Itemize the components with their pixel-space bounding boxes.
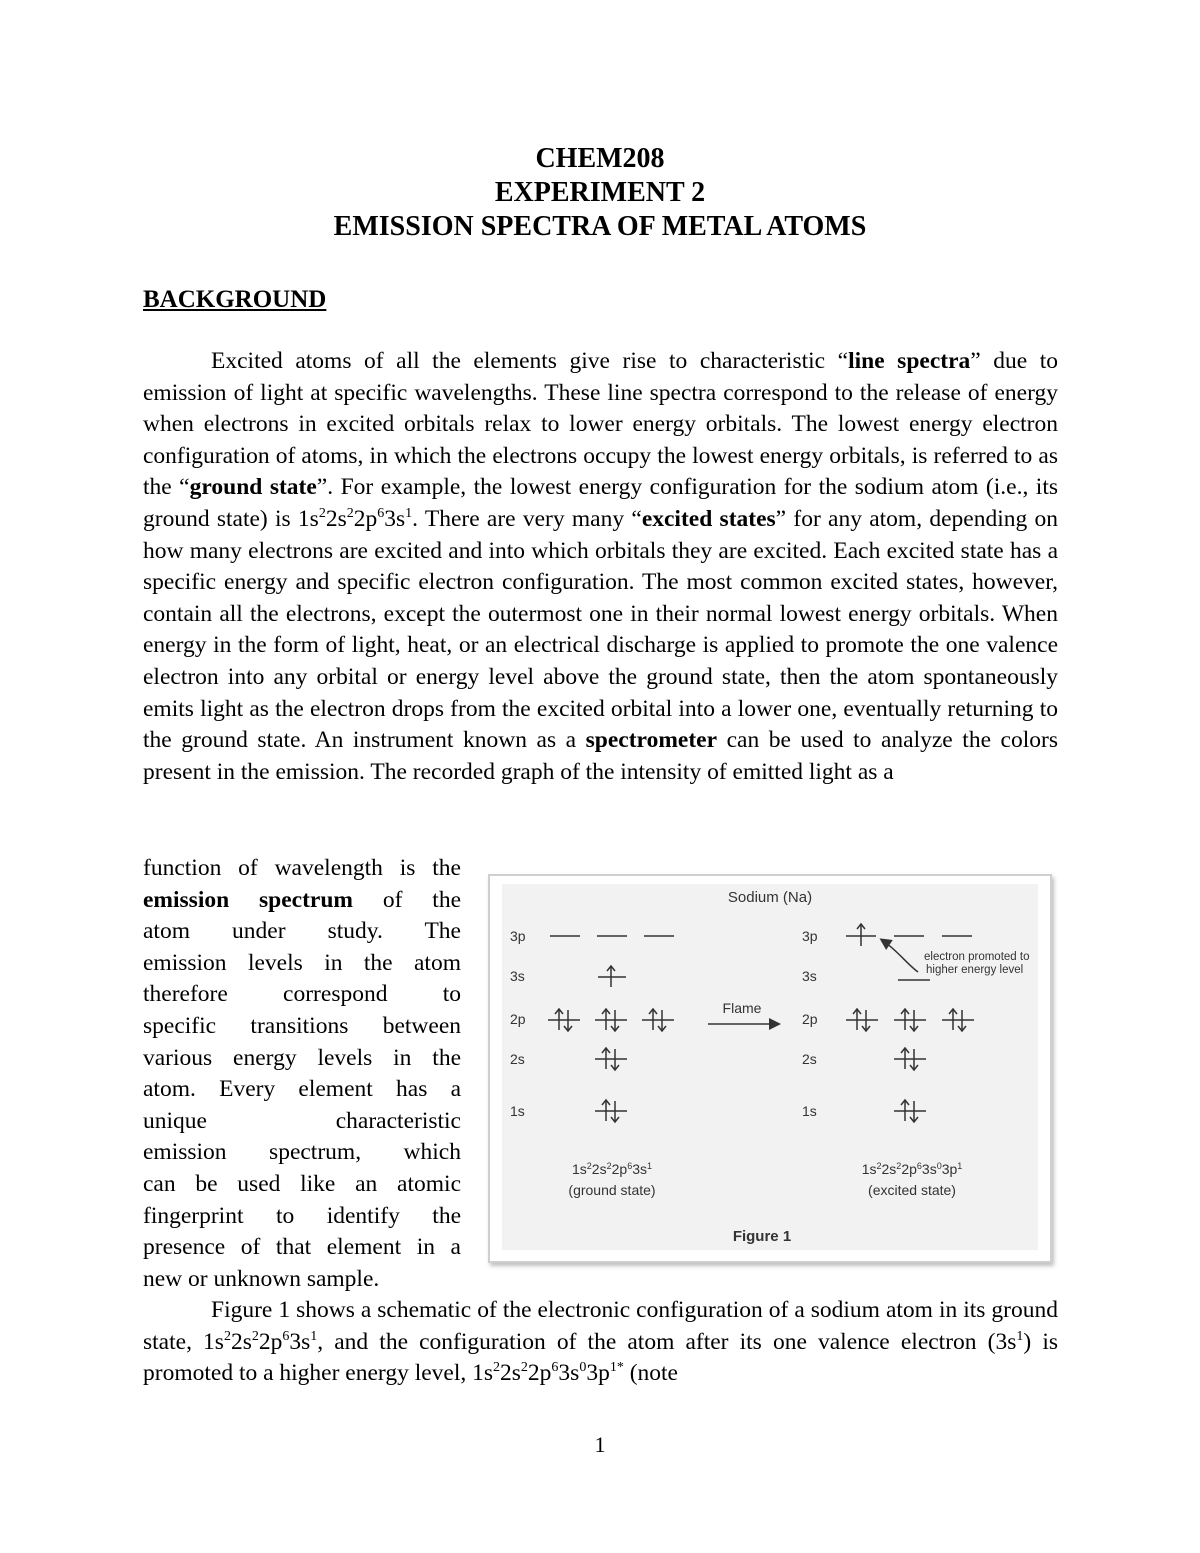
figure-sodium-diagram [488, 874, 1052, 1263]
figure-title: Sodium (Na) [727, 889, 813, 906]
ground-state-orbitals [548, 936, 674, 1122]
level-label-3s-left: 3s [510, 968, 525, 984]
wrapped-text-column [143, 853, 461, 1295]
wrapped-line: presence of that element in a [143, 1234, 461, 1261]
orbital-diagram [502, 884, 1038, 1250]
level-label-2s-right: 2s [802, 1051, 817, 1067]
section-heading: BACKGROUND [143, 286, 327, 313]
experiment-number: EXPERIMENT 2 [494, 177, 706, 208]
term-excited-states: excited states [641, 505, 776, 532]
wrapped-line: function of wavelength is the [143, 855, 461, 881]
level-label-2s-left: 2s [510, 1051, 525, 1067]
wrapped-line: atom under study. The [143, 918, 461, 945]
excited-state-label: (excited state) [868, 1182, 956, 1198]
term-line-spectra: line spectra [848, 348, 971, 374]
term-emission-spectrum: emission spectrum [143, 886, 354, 913]
level-label-2p-left: 2p [510, 1011, 526, 1027]
page-number: 1 [594, 1432, 606, 1457]
wrapped-line: emission spectrum of the [143, 886, 461, 913]
level-label-3s-right: 3s [802, 968, 817, 984]
wrapped-line: can be used like an atomic [143, 1170, 461, 1197]
figure-description-paragraph: Figure 1 shows a schematic of the electronic configuration of a sodium atom in its ground state, $1s^22s^22p^63s^1$, and the configuration of the atom after its one valence electron $(3s^1)$ is promoted to a higher energy level, $1s^22s^22p^63s^03p^{1*}$ (note [143, 1297, 1058, 1387]
ground-config: $1s^22s^22p^63s^1$ [571, 1161, 653, 1177]
wrapped-line: therefore correspond to [143, 981, 461, 1008]
course-code: CHEM208 [535, 143, 665, 174]
annotation-line-1: electron promoted to [924, 951, 1030, 963]
wrapped-line: atom. Every element has a [143, 1076, 461, 1103]
annotation-line-2: higher energy level [926, 964, 1024, 976]
wrapped-line: specific transitions between [143, 1012, 461, 1039]
figure-caption: Figure 1 [732, 1228, 792, 1245]
background-paragraph: Excited atoms of all the elements give rise to characteristic “line spectra” due to emission of light at specific wavelengths. These line spectra correspond to the release of energy when electrons in excited orbitals relax to lower energy orbitals. The lowest energy electron configuration of atoms, in which the electrons occupy the lowest energy orbitals, is referred to as the “ground state”. For example, the lowest energy configuration for the sodium atom (i.e., its ground state) is $1s^22s^22p^63s^1$. There are very many “excited states” for any atom, depending on how many electrons are excited and into which orbitals they are excited. Each excited state has a specific energy and specific electron configuration. The most common excited states, however, contain all the electrons, except the outermost one in their normal lowest energy orbitals. When energy in the form of light, heat, or an electrical discharge is applied to promote the one valence electron into any orbital or energy level above the ground state, then the atom spontaneously emits light as the electron drops from the excited orbital into a lower one, eventually returning to the ground state. An instrument known as a spectrometer can be used to analyze the colors present in the emission. The recorded graph of the intensity of emitted light as a [143, 348, 1059, 785]
level-label-3p-left: 3p [510, 928, 526, 944]
wrapped-line: emission levels in the atom [143, 949, 461, 976]
wrapped-line: new or unknown sample. [143, 1265, 380, 1292]
level-label-1s-right: 1s [802, 1103, 817, 1119]
term-spectrometer: spectrometer [585, 727, 718, 754]
title-block [0, 142, 1200, 244]
level-label-2p-right: 2p [802, 1011, 818, 1027]
excited-config: $1s^22s^22p^63s^03p^1$ [861, 1161, 963, 1177]
figure-panel [502, 884, 1038, 1250]
wrapped-line: unique characteristic [143, 1107, 461, 1134]
term-ground-state: ground state [189, 474, 317, 501]
wrapped-line: emission spectrum, which [143, 1139, 461, 1166]
level-label-1s-left: 1s [510, 1103, 525, 1119]
wrapped-line: various energy levels in the [143, 1044, 461, 1071]
flame-label: Flame [722, 1000, 762, 1016]
wrapped-line: fingerprint to identify the [143, 1202, 461, 1229]
level-label-3p-right: 3p [802, 928, 818, 944]
ground-state-label: (ground state) [568, 1182, 656, 1198]
document-title: EMISSION SPECTRA OF METAL ATOMS [333, 211, 867, 242]
